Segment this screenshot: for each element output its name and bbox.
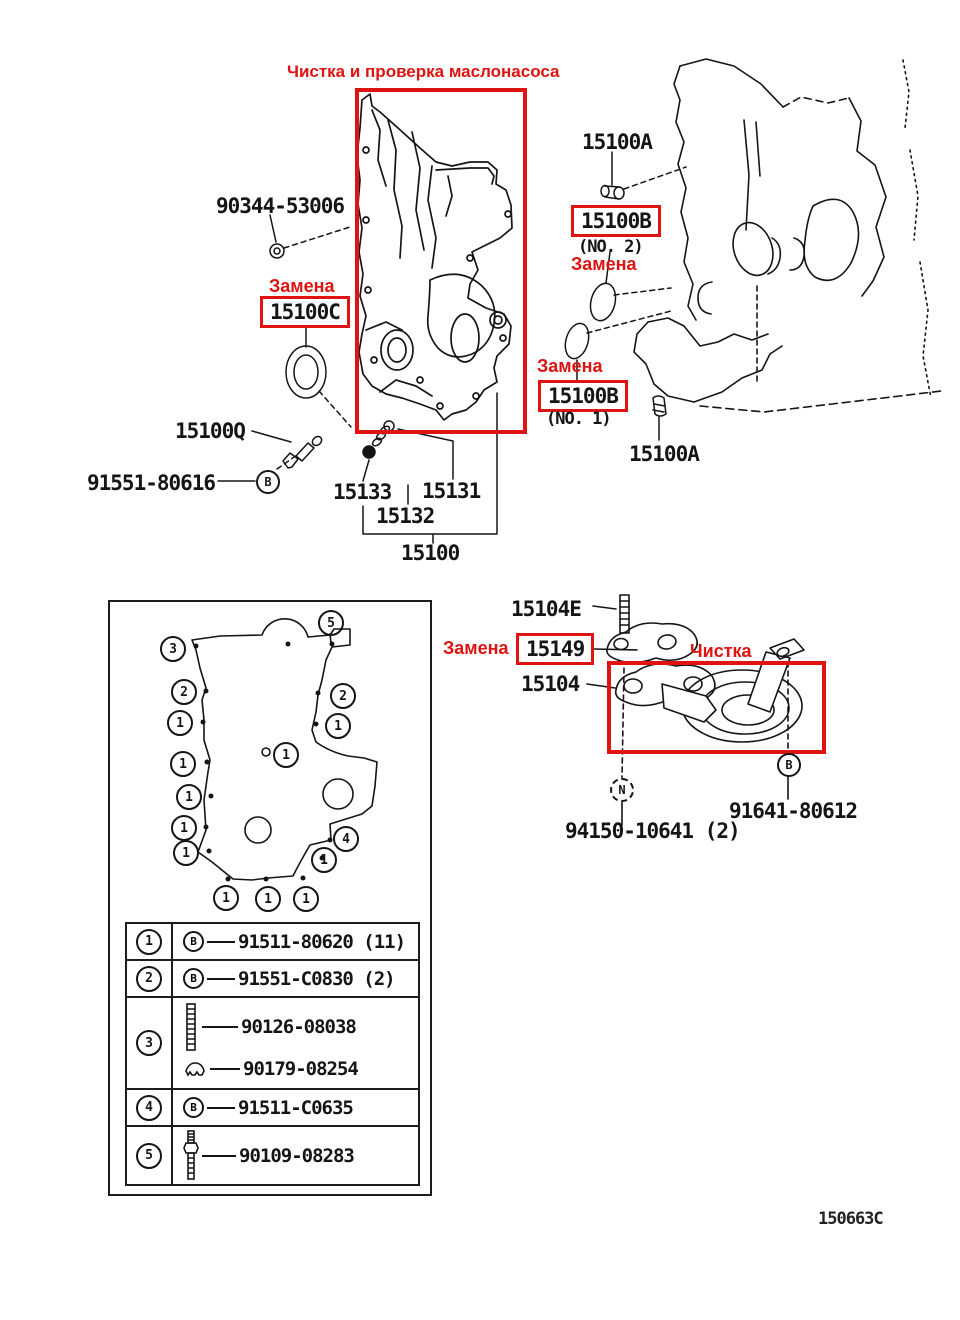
table-part-number: 90126-08038 — [241, 1016, 356, 1038]
part-label-15104e: 15104E — [511, 597, 581, 621]
table-part-number: 90179-08254 — [243, 1058, 358, 1080]
gasket-marker: 5 — [318, 610, 344, 636]
bolt-icon — [183, 1129, 199, 1183]
gasket-marker: 1 — [311, 847, 337, 873]
gasket-marker: 2 — [330, 683, 356, 709]
table-row — [127, 1090, 418, 1127]
stud-icon — [183, 1002, 199, 1052]
page-code: 150663C — [818, 1209, 883, 1229]
part-label-15104: 15104 — [521, 672, 580, 696]
part-label-91551-80616: 91551-80616 — [87, 471, 216, 495]
leader-line — [202, 1155, 236, 1157]
bolt-b-icon: B — [183, 968, 204, 989]
table-row — [127, 961, 418, 998]
part-label-no2: (NO. 2) — [578, 237, 643, 257]
connector-circle-n: N — [610, 778, 634, 802]
table-row — [127, 1127, 418, 1184]
part-label-15100q: 15100Q — [175, 419, 245, 443]
annotation-replace-15100b-no1: Замена — [537, 356, 603, 376]
row-number: 1 — [136, 929, 162, 955]
leader-line — [207, 978, 235, 980]
leader-line — [207, 1107, 235, 1109]
part-label-15133: 15133 — [333, 480, 392, 504]
bolt-b-icon: B — [183, 931, 204, 952]
bolt-b-icon: B — [183, 1097, 204, 1118]
gasket-marker: 3 — [160, 636, 186, 662]
part-label-15100b-no1-framed — [538, 380, 628, 412]
annotation-title: Чистка и проверка маслонасоса — [287, 62, 560, 81]
connector-circle-b-strainer: B — [777, 753, 801, 777]
gasket-marker: 1 — [173, 840, 199, 866]
part-label-90344-53006: 90344-53006 — [216, 194, 345, 218]
part-label-no1: (NO. 1) — [546, 409, 611, 429]
gasket-marker: 2 — [171, 679, 197, 705]
gasket-marker: 1 — [171, 815, 197, 841]
table-row — [127, 998, 418, 1090]
annotation-replace-15100c: Замена — [269, 276, 335, 296]
gasket-marker: 1 — [167, 710, 193, 736]
part-label-15100b-no2: 15100B — [581, 209, 651, 233]
part-label-15100b-no1: 15100B — [548, 384, 618, 408]
row-number: 5 — [136, 1143, 162, 1169]
part-label-15100a-bottom: 15100A — [629, 442, 699, 466]
engine-block-drawing — [634, 59, 941, 412]
connector-circle-b-left: B — [256, 470, 280, 494]
annotation-clean: Чистка — [690, 641, 752, 661]
part-label-15149-framed — [516, 633, 594, 665]
gasket-marker: 1 — [293, 886, 319, 912]
gasket-marker: 1 — [255, 886, 281, 912]
part-label-15149: 15149 — [526, 637, 585, 661]
highlight-box-strainer — [607, 661, 826, 754]
part-label-15100c-framed — [260, 296, 350, 328]
annotation-replace-15149: Замена — [443, 638, 509, 658]
leader-line — [210, 1068, 240, 1070]
gasket-marker: 1 — [273, 742, 299, 768]
part-label-94150-10641: 94150-10641 (2) — [565, 819, 740, 843]
leader-line — [207, 941, 235, 943]
part-label-15100: 15100 — [401, 541, 460, 565]
part-label-15132: 15132 — [376, 504, 435, 528]
part-label-15131: 15131 — [422, 479, 481, 503]
part-label-91641-80612: 91641-80612 — [729, 799, 858, 823]
part-label-15100a-top: 15100A — [582, 130, 652, 154]
row-number: 3 — [136, 1030, 162, 1056]
table-part-number: 91511-C0635 — [238, 1096, 353, 1119]
table-row — [127, 924, 418, 961]
gasket-marker: 1 — [325, 713, 351, 739]
gasket-marker: 1 — [213, 885, 239, 911]
leader-line — [202, 1026, 238, 1028]
nut-icon — [183, 1061, 207, 1077]
table-part-number: 90109-08283 — [239, 1144, 354, 1167]
gasket-marker: 1 — [176, 784, 202, 810]
table-part-number: 91511-80620 (11) — [238, 930, 406, 953]
part-label-15100c: 15100C — [270, 300, 340, 324]
annotation-replace-15100b-no2: Замена — [571, 254, 637, 274]
gasket-marker: 4 — [333, 826, 359, 852]
part-label-15100b-no2-framed — [571, 205, 661, 237]
row-number: 4 — [136, 1095, 162, 1121]
fastener-table — [125, 922, 420, 1186]
table-part-number: 91551-C0830 (2) — [238, 967, 395, 990]
row-number: 2 — [136, 966, 162, 992]
gasket-marker: 1 — [170, 751, 196, 777]
highlight-box-oil-pump — [355, 88, 527, 434]
